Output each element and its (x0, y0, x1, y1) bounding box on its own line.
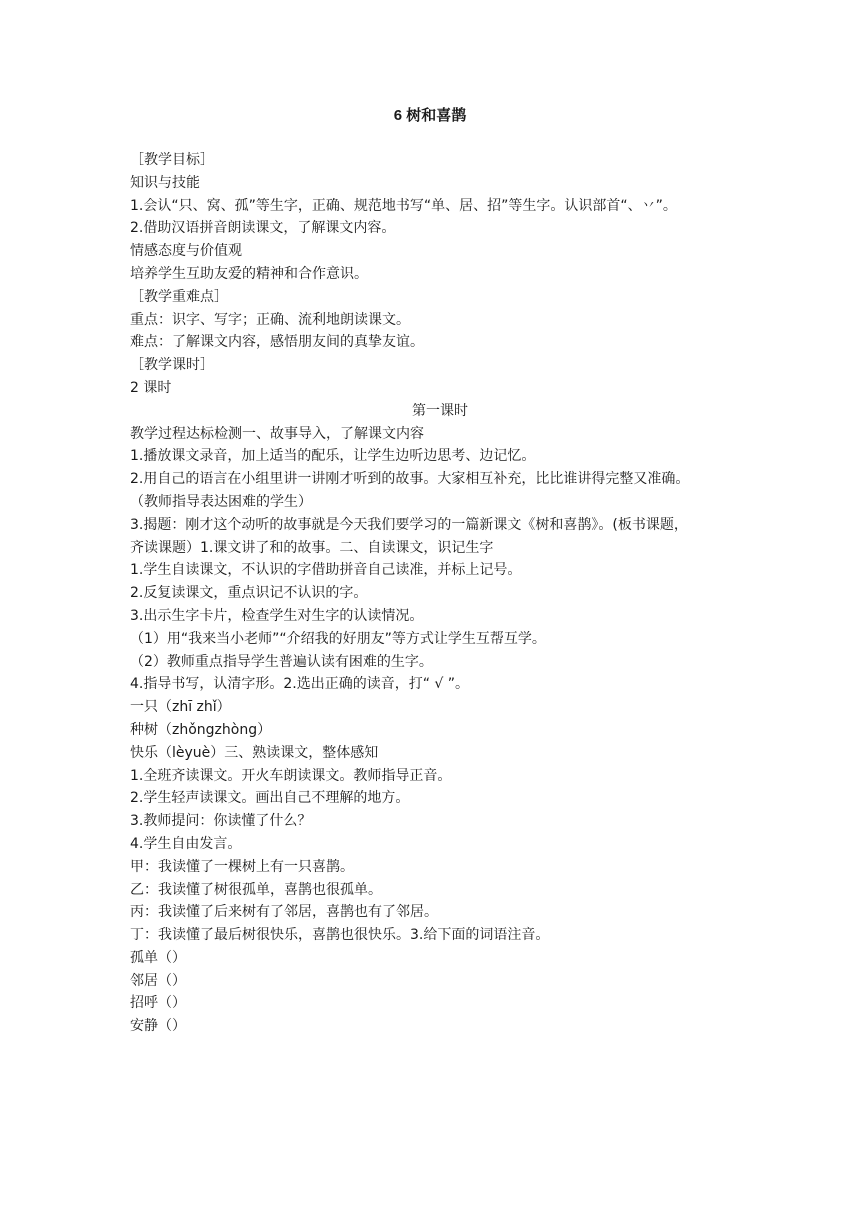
text-line: 丁：我读懂了最后树很快乐，喜鹊也很快乐。3.给下面的词语注音。 (130, 927, 550, 944)
text-line: 1.学生自读课文，不认识的字借助拼音自己读准，并标上记号。 (130, 562, 522, 579)
text-line: 乙：我读懂了树很孤单，喜鹊也很孤单。 (130, 881, 382, 898)
document-body (130, 149, 750, 1038)
text-line: 一只（zhī zhǐ） (130, 699, 231, 716)
text-line: 4.指导书写，认清字形。2.选出正确的读音，打“ √ ”。 (130, 676, 470, 693)
text-line: 孤单（） (130, 949, 186, 966)
text-line: 2 课时 (130, 379, 172, 396)
text-line: 齐读课题）1.课文讲了和的故事。二、自读课文，识记生字 (130, 539, 494, 556)
text-line: 重点：识字、写字；正确、流利地朗读课文。 (130, 311, 410, 328)
text-line: 情感态度与价值观 (130, 243, 242, 260)
text-line: 知识与技能 (130, 174, 200, 191)
text-line: （教师指导表达困难的学生） (130, 493, 312, 510)
text-line: 1.播放课文录音，加上适当的配乐，让学生边听边思考、边记忆。 (130, 448, 536, 465)
text-line: （2）教师重点指导学生普遍认读有困难的生字。 (130, 653, 433, 670)
text-line: 教学过程达标检测一、故事导入，了解课文内容 (130, 425, 424, 442)
text-line: 3.出示生字卡片，检查学生对生字的认读情况。 (130, 607, 424, 624)
section-heading: 第一课时 (412, 402, 468, 419)
text-line: 培养学生互助友爱的精神和合作意识。 (130, 265, 368, 282)
text-line: 种树（zhǒngzhòng） (130, 721, 272, 738)
text-line: ［教学课时］ (130, 357, 214, 374)
text-line: 邻居（） (130, 972, 186, 989)
text-line: 2.用自己的语言在小组里讲一讲刚才听到的故事。大家相互补充，比比谁讲得完整又准确。 (130, 471, 690, 488)
text-line: 1.会认“只、窝、孤”等生字，正确、规范地书写“单、居、招”等生字。认识部首“、丷”。 (130, 197, 677, 214)
text-line: 难点：了解课文内容，感悟朋友间的真挚友谊。 (130, 334, 424, 351)
text-line: 2.反复读课文，重点识记不认识的字。 (130, 585, 368, 602)
text-line: 1.全班齐读课文。开火车朗读课文。教师指导正音。 (130, 767, 452, 784)
text-line: 2.借助汉语拼音朗读课文，了解课文内容。 (130, 220, 396, 237)
text-line: 3.揭题：刚才这个动听的故事就是今天我们要学习的一篇新课文《树和喜鹊》。(板书课题， (130, 516, 688, 533)
text-line: ［教学重难点］ (130, 288, 228, 305)
text-line: 3.教师提问：你读懂了什么？ (130, 813, 312, 830)
text-line: ［教学目标］ (130, 152, 214, 168)
document-title: 6 树和喜鹊 (393, 107, 467, 124)
text-line: 甲：我读懂了一棵树上有一只喜鹊。 (130, 858, 354, 875)
text-line: 招呼（） (130, 995, 186, 1012)
text-line: 4.学生自由发言。 (130, 835, 242, 852)
text-line: 丙：我读懂了后来树有了邻居，喜鹊也有了邻居。 (130, 904, 438, 921)
text-line: （1）用“我来当小老师”“介绍我的好朋友”等方式让学生互帮互学。 (130, 630, 546, 647)
text-line: 2.学生轻声读课文。画出自己不理解的地方。 (130, 790, 410, 807)
text-line: 安静（） (130, 1018, 186, 1035)
text-line: 快乐（lèyuè）三、熟读课文，整体感知 (130, 744, 379, 761)
